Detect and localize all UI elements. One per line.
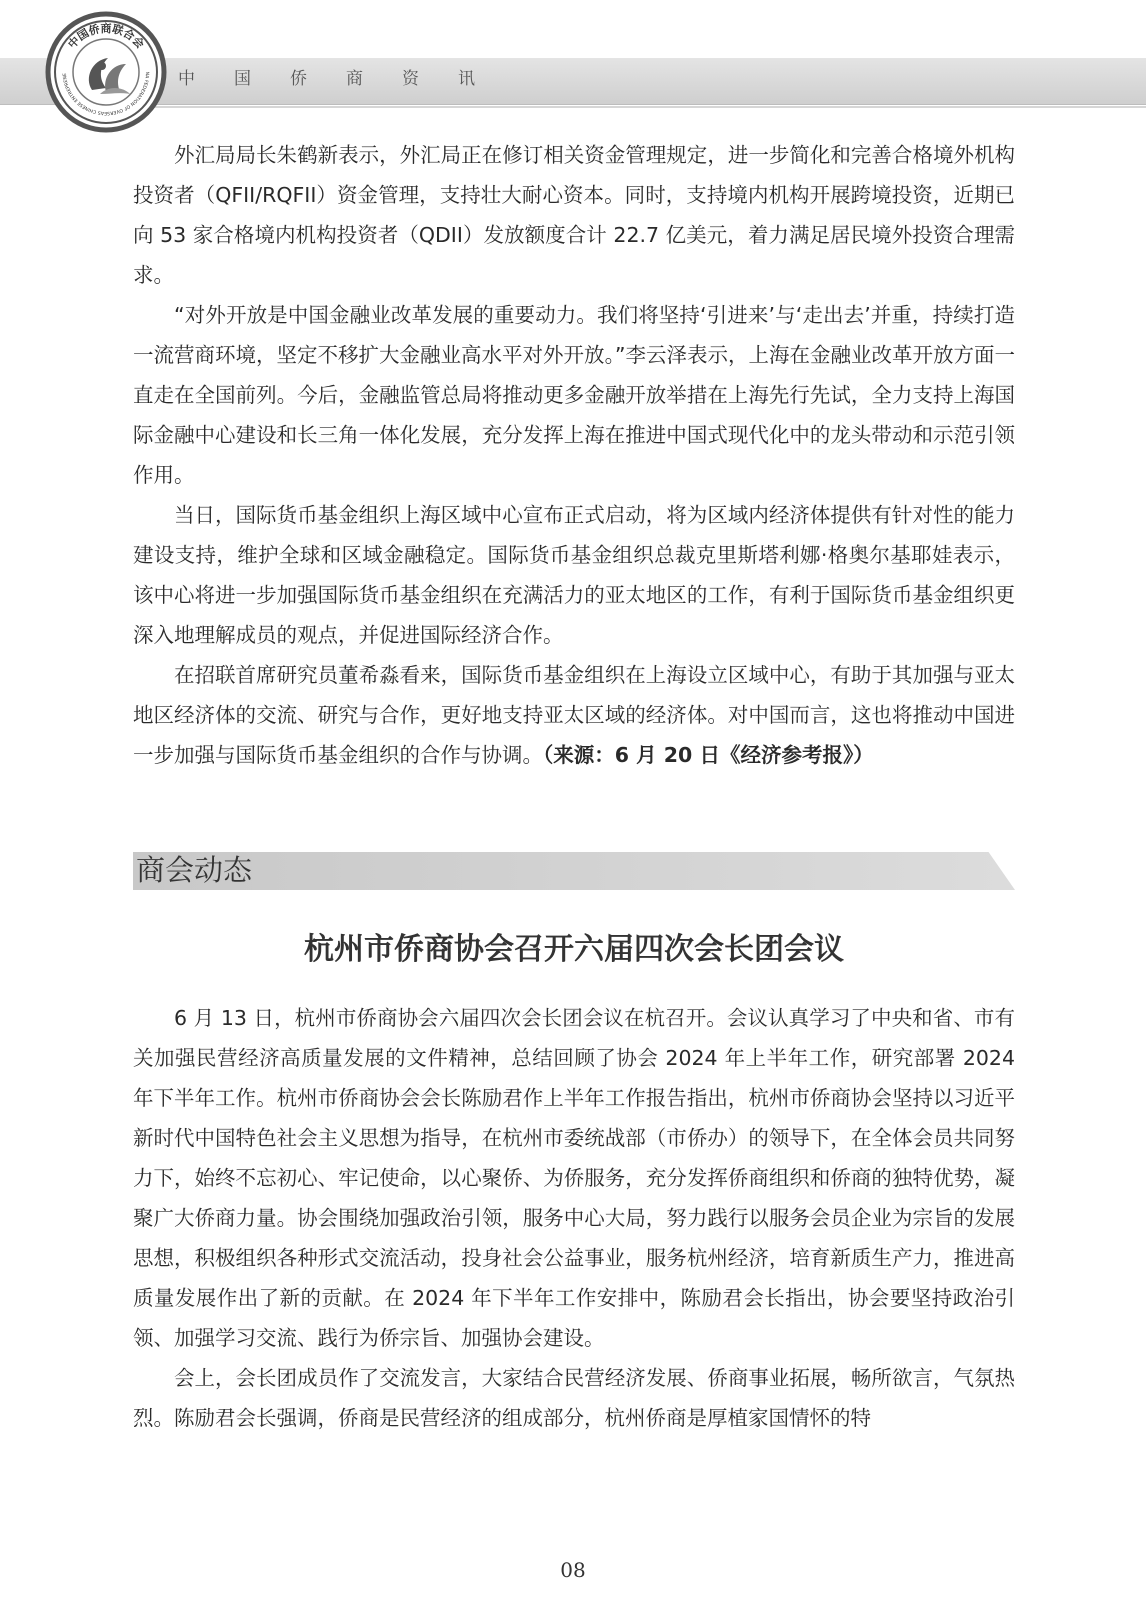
paragraph: “对外开放是中国金融业改革发展的重要动力。我们将坚持‘引进来’与‘走出去’并重，持续打造一流营商环境，坚定不移扩大金融业高水平对外开放。”李云泽表示，上海在金融业改革开放方面一直走在全国前列。今后，金融监管总局将推动更多金融开放举措在上海先行先试，全力支持上海国际金融中心建设和长三角一体化发展，充分发挥上海在推进中国式现代化中的龙头带动和示范引领作用。 bbox=[133, 303, 1015, 487]
paragraph: 当日，国际货币基金组织上海区域中心宣布正式启动，将为区域内经济体提供有针对性的能力建设支持，维护全球和区域金融稳定。国际货币基金组织总裁克里斯塔利娜·格奥尔基耶娃表示，该中心将进一步加强国际货币基金组织在充满活力的亚太地区的工作，有利于国际货币基金组织更深入地理解成员的观点，并促进国际经济合作。 bbox=[133, 503, 1015, 647]
paragraph-text: 在招联首席研究员董希淼看来，国际货币基金组织在上海设立区域中心，有助于其加强与亚太地区经济体的交流、研究与合作，更好地支持亚太区域的经济体。对中国而言，这也将推动中国进一步加强与国际货币基金组织的合作与协调。 bbox=[133, 663, 1015, 767]
paragraph-with-source bbox=[133, 655, 1015, 775]
header-divider bbox=[120, 106, 1146, 108]
paragraph: 6 月 13 日，杭州市侨商协会六届四次会长团会议在杭召开。会议认真学习了中央和省、市有关加强民营经济高质量发展的文件精神，总结回顾了协会 2024 年上半年工作，研究部署 2024 年下半年工作。杭州市侨商协会会长陈励君作上半年工作报告指出，杭州市侨商协会坚持以习近平新时代中国特色社会主义思想为指导，在杭州市委统战部（市侨办）的领导下，在全体会员共同努力下，始终不忘初心、牢记使命，以心聚侨、为侨服务，充分发挥侨商组织和侨商的独特优势，凝聚广大侨商力量。协会围绕加强政治引领，服务中心大局，努力践行以服务会员企业为宗旨的发展思想，积极组织各种形式交流活动，投身社会公益事业，服务杭州经济，培育新质生产力，推进高质量发展作出了新的贡献。在 2024 年下半年工作安排中，陈励君会长指出，协会要坚持政治引领、加强学习交流、践行为侨宗旨、加强协会建设。 bbox=[133, 1006, 1015, 1350]
page-number: 08 bbox=[560, 1558, 586, 1582]
svg-text:CHINA FEDERATION OF OVERSEAS C: NA FEDERATION OF OVERSEAS CHINESE ENTREPRENE bbox=[62, 71, 150, 116]
section-banner bbox=[133, 852, 1015, 890]
header-band bbox=[0, 58, 1146, 105]
paragraph: 会上，会长团成员作了交流发言，大家结合民营经济发展、侨商事业拓展，畅所欲言，气氛热烈。陈励君会长强调，侨商是民营经济的组成部分，杭州侨商是厚植家国情怀的特 bbox=[133, 1366, 1015, 1430]
section-title: 商会动态 bbox=[136, 853, 253, 887]
news-continuation bbox=[133, 135, 1015, 775]
federation-logo bbox=[42, 8, 170, 136]
publication-title: 中国侨商资讯 bbox=[178, 69, 514, 89]
article-body bbox=[133, 998, 1015, 1438]
source-citation: （来源：6 月 20 日《经济参考报》） bbox=[543, 743, 874, 767]
article-title: 杭州市侨商协会召开六届四次会长团会议 bbox=[304, 932, 844, 967]
paragraph: 外汇局局长朱鹤新表示，外汇局正在修订相关资金管理规定，进一步简化和完善合格境外机构投资者（QFII/RQFII）资金管理，支持壮大耐心资本。同时，支持境内机构开展跨境投资，近期已向 53 家合格境内机构投资者（QDII）发放额度合计 22.7 亿美元，着力满足居民境外投资合理需求。 bbox=[133, 143, 1015, 287]
svg-text:中国侨商联合会: 中国侨商联合会 bbox=[65, 22, 147, 51]
